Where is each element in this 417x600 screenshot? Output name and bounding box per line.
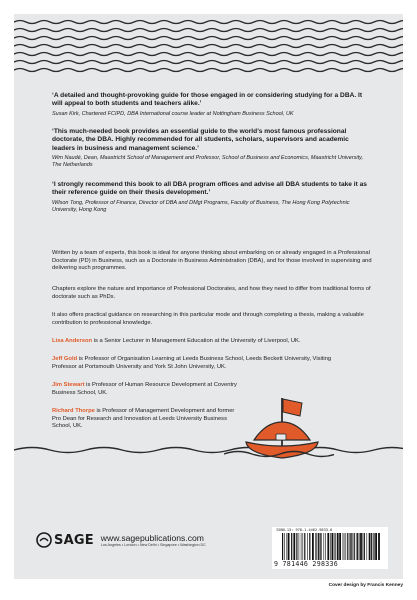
description-paragraph-2: Chapters explore the nature and importance of Professional Doctorates, and how they need to differ from traditional forms of doctorate such as PhDs. <box>52 286 371 300</box>
barcode-bar <box>350 533 351 560</box>
author-name: Richard Thorpe <box>52 408 95 414</box>
author-name: Lisa Anderson <box>52 338 93 344</box>
barcode-bar <box>330 533 331 560</box>
cover-design-credit: Cover design by Francis Kenney <box>328 583 403 588</box>
barcode-bar <box>344 533 345 560</box>
sage-logo <box>36 532 94 548</box>
barcode-bar <box>357 533 358 560</box>
author-bio: School, UK. <box>52 423 83 430</box>
quote-attribution: Susan Kirk, Chartered FCIPD, DBA International course leader at Nottingham Business School, UK <box>52 110 294 117</box>
barcode-bar <box>299 533 300 560</box>
publisher-text <box>101 533 206 548</box>
barcode-bar <box>371 533 372 560</box>
barcode-bar <box>307 533 308 560</box>
barcode-bar <box>347 533 348 560</box>
barcode-bar <box>337 533 339 560</box>
barcode-bar <box>309 533 310 560</box>
ean-digits: 9 781446 298336 <box>274 560 339 568</box>
barcode-bar <box>360 533 362 560</box>
publisher-url[interactable]: www.sagepublications.com <box>100 532 204 543</box>
barcode-bar <box>367 533 368 560</box>
barcode-bar <box>339 533 341 560</box>
barcode-bar <box>288 533 290 560</box>
sage-circle-icon <box>36 532 52 548</box>
barcode-bar <box>351 533 352 560</box>
description-paragraph-1: Written by a team of experts, this book is ideal for anyone thinking about embarking on or already engaged in a Professional Doctorate (PD) in Business, such as a Doctorate in Business Administration (DBA), and for those involved in supervising and delivering such programmes. <box>52 250 372 272</box>
barcode-bar <box>321 533 322 560</box>
barcode-bar <box>324 533 325 560</box>
barcode-bar <box>325 533 326 560</box>
barcode-bar <box>363 533 364 560</box>
barcode-bar <box>343 533 344 560</box>
quote-attribution: Wim Naudé, Dean, Maastricht School of Management and Professor, School of Business and Economics, Maastricht University, The Netherlands <box>52 155 364 169</box>
quote-text: ‘This much-needed book provides an essential guide to the world’s most famous professional doctorate, the DBA. Highly recommended for all students, scholars, supervisors and academic leaders in business and management science.’ <box>52 128 349 152</box>
barcode-bar <box>284 533 285 560</box>
barcode-bar <box>335 533 336 560</box>
author-bio: is a Senior Lecturer in Management Education at the University of Liverpool, UK. <box>92 338 301 344</box>
barcode-bar <box>332 533 334 560</box>
barcode-bar <box>354 533 355 560</box>
barcode-bar <box>303 533 304 560</box>
author-bio: is Professor of Organisation Learning at Leeds Business School, Leeds Beckett University, Visiting <box>77 356 332 362</box>
barcode-bar <box>346 533 347 560</box>
publisher-block <box>36 532 206 548</box>
author-name: Jeff Gold <box>52 356 78 362</box>
quote-attribution: Wilson Tong, Professor of Finance, Director of DBA and DMgt Programs, Faculty of Business, The Hong Kong Polytechnic University, Hong Kong <box>52 199 350 213</box>
barcode-bar <box>327 533 329 560</box>
author-bio: Pro Dean for Research and Innovation at Leeds University Business <box>52 415 227 422</box>
barcode-bar <box>334 533 335 560</box>
barcode-bar <box>291 533 292 560</box>
barcode-bar <box>312 533 314 560</box>
author-bio: Business School, UK. <box>52 389 108 396</box>
isbn-barcode <box>272 527 388 569</box>
quote-text: ‘A detailed and thought-provoking guide for those engaged in or considering studying for a DBA. It will appeal to both students and teachers alike.’ <box>52 92 363 108</box>
author-name: Jim Stewart <box>52 382 85 388</box>
description-paragraph-3: It also offers practical guidance on researching in this particular mode and through completing a thesis, making a valuable contribution to professional knowledge. <box>52 312 364 326</box>
barcode-bar <box>296 533 297 560</box>
isbn-label: ISBN-13: 978-1-4462-9833-6 <box>276 528 333 532</box>
barcode-bar <box>320 533 321 560</box>
sage-logo-text: SAGE <box>54 532 94 548</box>
wave-line-lower <box>14 14 403 579</box>
buoy-with-flag-icon <box>224 394 334 474</box>
barcode-bar <box>301 533 302 560</box>
quote-text: ‘I strongly recommend this book to all DBA program offices and advise all DBA students to take it as their reference guide on their thesis development.’ <box>52 181 367 197</box>
barcode-bar <box>318 533 319 560</box>
back-cover <box>14 14 403 579</box>
barcode-bar <box>287 533 288 560</box>
author-bio: is Professor of Human Resource Development at Coventry <box>84 382 237 388</box>
barcode-bar <box>364 533 365 560</box>
barcode-bar <box>375 533 377 560</box>
barcode-bars <box>276 533 384 561</box>
barcode-bar <box>356 533 357 560</box>
barcode-bar <box>304 533 305 560</box>
publisher-cities: Los Angeles • London • New Delhi • Singapore • Washington DC <box>100 542 206 547</box>
barcode-bar <box>373 533 374 560</box>
author-bio: is Professor of Management Development and former <box>94 408 235 414</box>
barcode-bar <box>315 533 316 560</box>
barcode-bar <box>359 533 360 560</box>
barcode-bar <box>378 533 380 560</box>
barcode-bar <box>293 533 295 560</box>
barcode-bar <box>369 533 371 560</box>
barcode-bar <box>282 533 283 560</box>
author-bio: Professor at Portsmouth University and York St John University, UK. <box>52 363 227 370</box>
